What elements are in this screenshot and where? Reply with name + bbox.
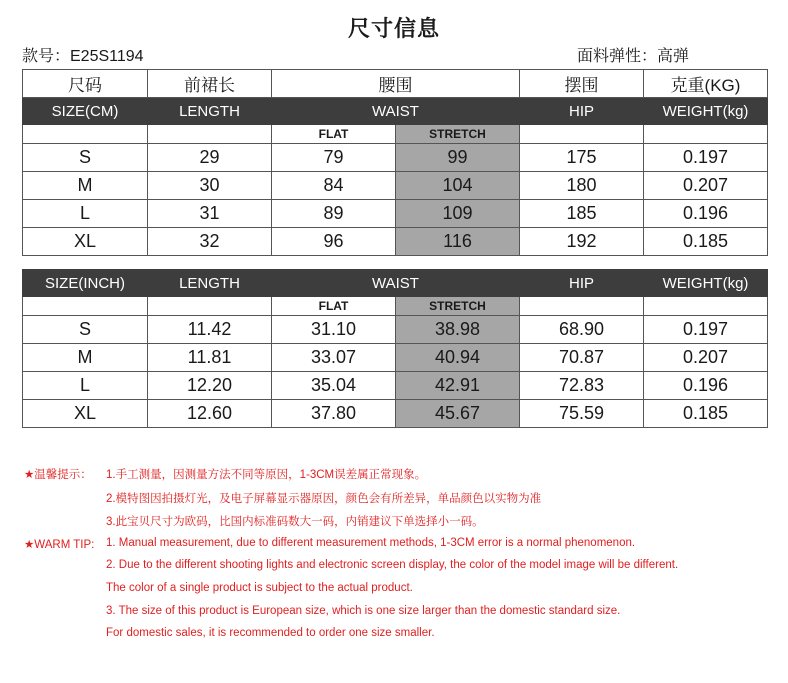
cell-size: XL <box>23 228 148 256</box>
table-header-row-cn <box>23 70 768 98</box>
cell-length: 12.20 <box>148 372 272 400</box>
table-row <box>23 228 768 256</box>
subheader-flat: FLAT <box>272 297 396 316</box>
header-weight-cn: 克重(KG) <box>644 70 768 98</box>
header-hip: HIP <box>520 270 644 297</box>
size-table-inch <box>22 269 768 428</box>
tip-line-cn-1: 1.手工测量，因测量方法不同等原因，1-3CM误差属正常现象。 <box>106 469 427 481</box>
header-hip-cn: 摆围 <box>520 70 644 98</box>
header-size: SIZE(CM) <box>23 98 148 125</box>
header-length: LENGTH <box>148 98 272 125</box>
cell-length: 11.81 <box>148 344 272 372</box>
cell-weight: 0.185 <box>644 228 768 256</box>
subheader-flat: FLAT <box>272 125 396 144</box>
cell-waist-stretch: 116 <box>396 228 520 256</box>
cell-hip: 185 <box>520 200 644 228</box>
cell-hip: 68.90 <box>520 316 644 344</box>
cell-waist-flat: 79 <box>272 144 396 172</box>
tip-line-cn-2: 2.模特图因拍摄灯光，及电子屏幕显示器原因，颜色会有所差异，单品颜色以实物为准 <box>106 493 542 505</box>
table-subheader-row <box>23 297 768 316</box>
header-length-cn: 前裙长 <box>148 70 272 98</box>
subheader-stretch: STRETCH <box>396 125 520 144</box>
header-waist-cn: 腰围 <box>272 70 520 98</box>
tip-line-en-4: 3. The size of this product is European size, which is one size larger than the domestic standard size. <box>106 605 621 617</box>
table-row <box>23 344 768 372</box>
header-waist: WAIST <box>272 270 520 297</box>
cell-waist-stretch: 40.94 <box>396 344 520 372</box>
cell-waist-stretch: 38.98 <box>396 316 520 344</box>
cell-hip: 72.83 <box>520 372 644 400</box>
cell-hip: 75.59 <box>520 400 644 428</box>
header-weight: WEIGHT(kg) <box>644 98 768 125</box>
cell-weight: 0.196 <box>644 372 768 400</box>
table-row <box>23 400 768 428</box>
table-row <box>23 372 768 400</box>
cell-hip: 175 <box>520 144 644 172</box>
cell-size: L <box>23 372 148 400</box>
cell-waist-flat: 31.10 <box>272 316 396 344</box>
cell-weight: 0.197 <box>644 144 768 172</box>
cell-weight: 0.197 <box>644 316 768 344</box>
cell-size: M <box>23 344 148 372</box>
header-length: LENGTH <box>148 270 272 297</box>
size-table-cm <box>22 69 768 256</box>
table-row <box>23 200 768 228</box>
cell-length: 29 <box>148 144 272 172</box>
cell-waist-flat: 37.80 <box>272 400 396 428</box>
fabric-elasticity: 面料弹性：高弹 <box>577 48 690 65</box>
cell-waist-stretch: 45.67 <box>396 400 520 428</box>
cell-length: 12.60 <box>148 400 272 428</box>
tip-label-en: ★WARM TIP: <box>24 539 95 551</box>
cell-weight: 0.207 <box>644 172 768 200</box>
header-hip: HIP <box>520 98 644 125</box>
tip-line-cn-3: 3.此宝贝尺寸为欧码，比国内标准码数大一码，内销建议下单选择小一码。 <box>106 516 484 528</box>
cell-weight: 0.207 <box>644 344 768 372</box>
tip-line-en-3: The color of a single product is subject to the actual product. <box>106 582 413 594</box>
cell-length: 30 <box>148 172 272 200</box>
cell-waist-stretch: 104 <box>396 172 520 200</box>
cell-waist-flat: 89 <box>272 200 396 228</box>
cell-waist-stretch: 42.91 <box>396 372 520 400</box>
cell-length: 31 <box>148 200 272 228</box>
table-header-row-en <box>23 270 768 297</box>
cell-hip: 180 <box>520 172 644 200</box>
table-header-row-en <box>23 98 768 125</box>
table-row <box>23 172 768 200</box>
cell-size: L <box>23 200 148 228</box>
header-size-cn: 尺码 <box>23 70 148 98</box>
header-size: SIZE(INCH) <box>23 270 148 297</box>
cell-hip: 70.87 <box>520 344 644 372</box>
cell-size: XL <box>23 400 148 428</box>
tip-line-en-1: 1. Manual measurement, due to different measurement methods, 1-3CM error is a normal phenomenon. <box>106 537 636 549</box>
subheader-stretch: STRETCH <box>396 297 520 316</box>
cell-weight: 0.185 <box>644 400 768 428</box>
table-row <box>23 316 768 344</box>
tip-line-en-5: For domestic sales, it is recommended to order one size smaller. <box>106 627 435 639</box>
cell-hip: 192 <box>520 228 644 256</box>
header-weight: WEIGHT(kg) <box>644 270 768 297</box>
cell-waist-flat: 35.04 <box>272 372 396 400</box>
cell-waist-stretch: 99 <box>396 144 520 172</box>
style-number: 款号：E25S1194 <box>22 48 144 65</box>
page-title: 尺寸信息 <box>347 16 440 41</box>
cell-weight: 0.196 <box>644 200 768 228</box>
cell-size: S <box>23 144 148 172</box>
cell-size: M <box>23 172 148 200</box>
cell-waist-stretch: 109 <box>396 200 520 228</box>
table-row <box>23 144 768 172</box>
cell-length: 32 <box>148 228 272 256</box>
cell-length: 11.42 <box>148 316 272 344</box>
cell-waist-flat: 33.07 <box>272 344 396 372</box>
tip-label-cn: ★温馨提示： <box>24 469 92 481</box>
cell-waist-flat: 96 <box>272 228 396 256</box>
cell-size: S <box>23 316 148 344</box>
cell-waist-flat: 84 <box>272 172 396 200</box>
table-subheader-row <box>23 125 768 144</box>
tip-line-en-2: 2. Due to the different shooting lights and electronic screen display, the color of the model image will be different. <box>106 559 679 571</box>
header-waist: WAIST <box>272 98 520 125</box>
